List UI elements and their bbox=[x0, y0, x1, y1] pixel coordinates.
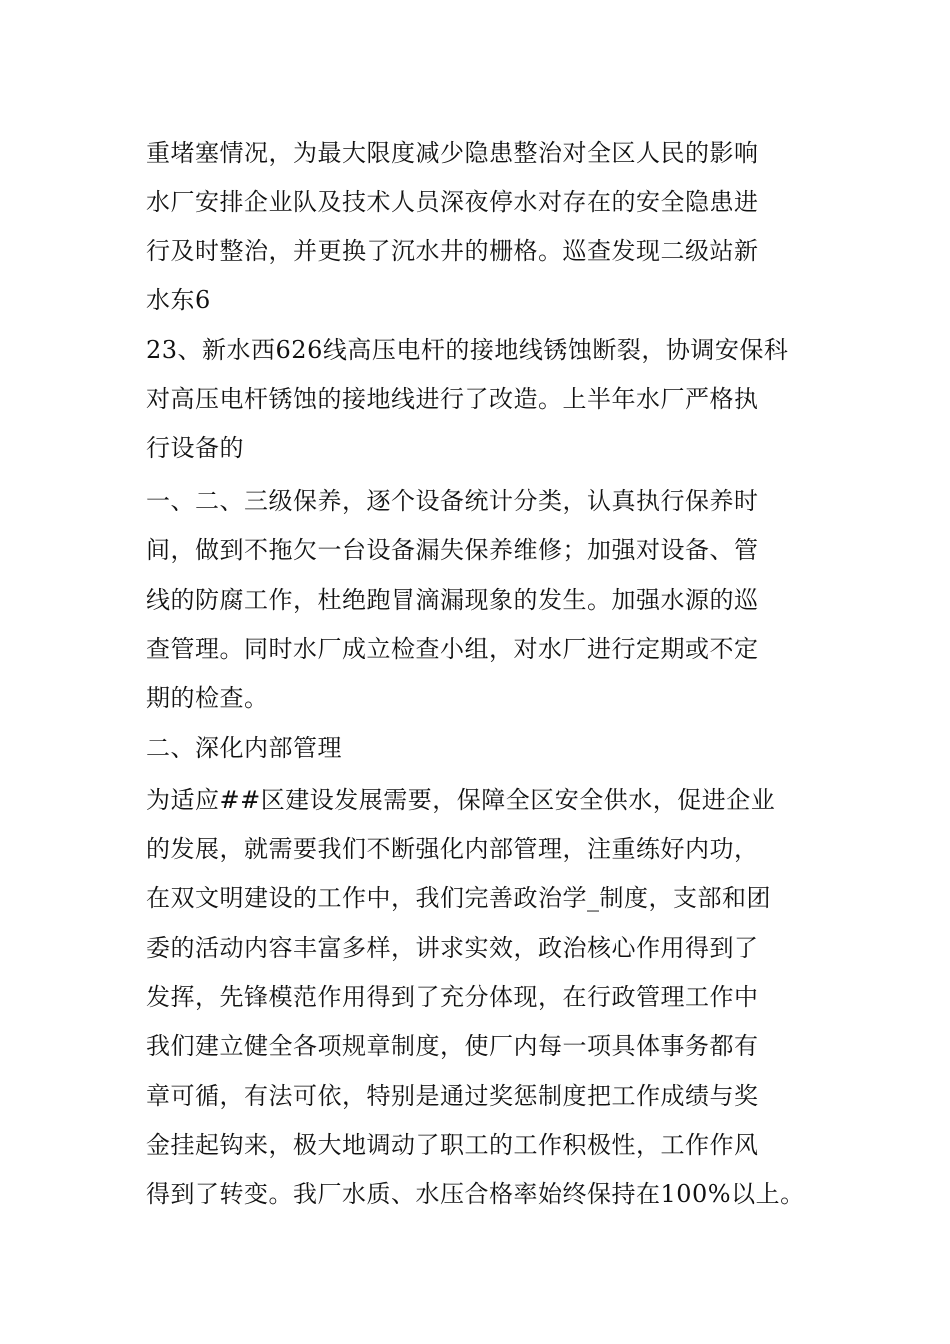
text-line: 水厂安排企业队及技术人员深夜停水对存在的安全隐患进 bbox=[146, 188, 759, 216]
text-line: 查管理。同时水厂成立检查小组，对水厂进行定期或不定 bbox=[146, 635, 759, 663]
text-line: 一、二、三级保养，逐个设备统计分类，认真执行保养时 bbox=[146, 487, 759, 515]
text-line: 为适应##区建设发展需要，保障全区安全供水，促进企业 bbox=[146, 786, 776, 814]
text-line: 发挥，先锋模范作用得到了充分体现，在行政管理工作中 bbox=[146, 983, 759, 1011]
text-line: 的发展，就需要我们不断强化内部管理，注重练好内功， bbox=[146, 835, 759, 863]
text-line: 得到了转变。我厂水质、水压合格率始终保持在100%以上。 bbox=[146, 1180, 805, 1208]
text-line: 间，做到不拖欠一台设备漏失保养维修；加强对设备、管 bbox=[146, 536, 759, 564]
text-line: 水东6 bbox=[146, 286, 211, 314]
text-line: 委的活动内容丰富多样，讲求实效，政治核心作用得到了 bbox=[146, 934, 759, 962]
text-line: 行设备的 bbox=[146, 434, 244, 462]
text-line: 期的检查。 bbox=[146, 684, 269, 712]
text-line: 章可循，有法可依，特别是通过奖惩制度把工作成绩与奖 bbox=[146, 1082, 759, 1110]
text-line: 行及时整治，并更换了沉水井的栅格。巡查发现二级站新 bbox=[146, 237, 759, 265]
text-line: 在双文明建设的工作中，我们完善政治学_制度，支部和团 bbox=[146, 884, 771, 912]
text-line: 我们建立健全各项规章制度，使厂内每一项具体事务都有 bbox=[146, 1032, 759, 1060]
text-line: 线的防腐工作，杜绝跑冒滴漏现象的发生。加强水源的巡 bbox=[146, 586, 759, 614]
section-heading: 二、深化内部管理 bbox=[146, 734, 342, 762]
text-line: 对高压电杆锈蚀的接地线进行了改造。上半年水厂严格执 bbox=[146, 385, 759, 413]
text-line: 金挂起钩来，极大地调动了职工的工作积极性，工作作风 bbox=[146, 1131, 759, 1159]
text-line: 23、新水西626线高压电杆的接地线锈蚀断裂，协调安保科 bbox=[146, 336, 789, 364]
text-line: 重堵塞情况，为最大限度减少隐患整治对全区人民的影响 bbox=[146, 139, 759, 167]
